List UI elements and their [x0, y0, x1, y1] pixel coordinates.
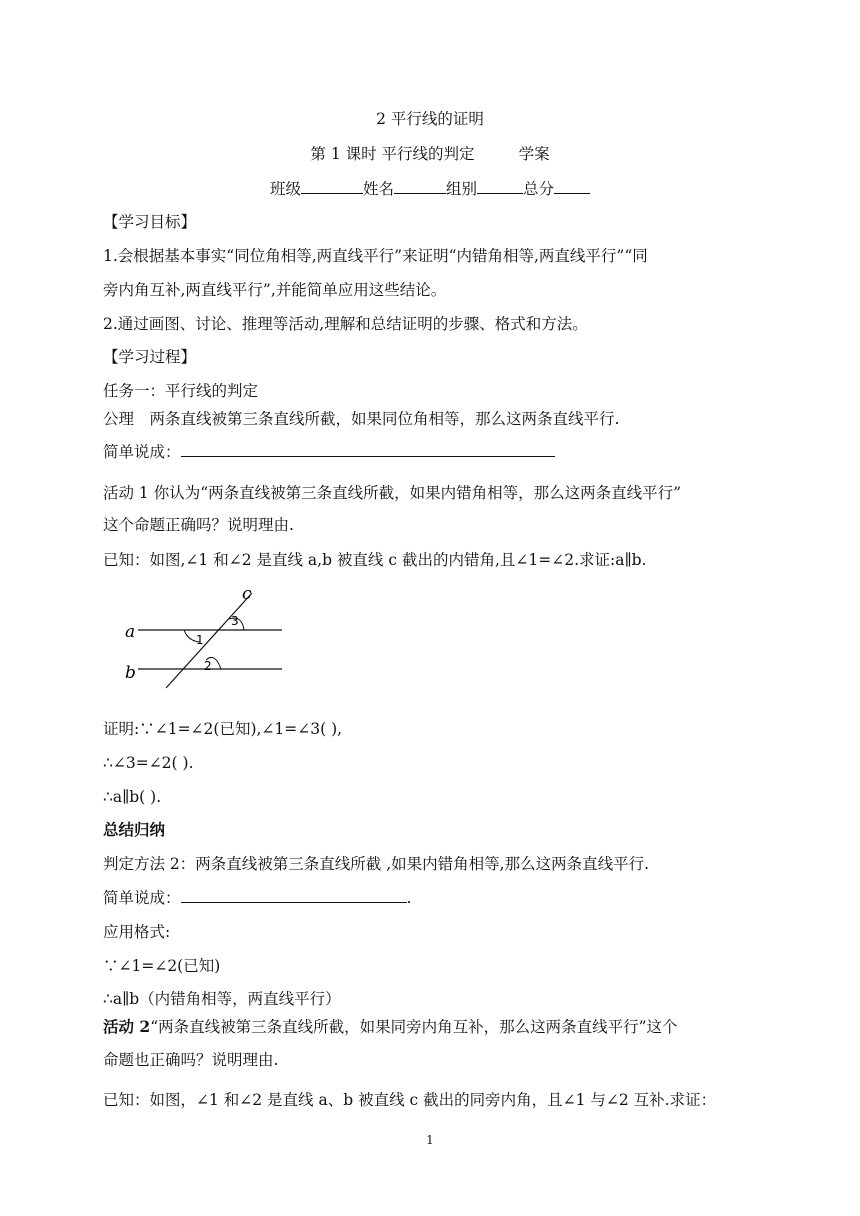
activity2-line1 — [103, 1016, 678, 1038]
angle-2-label: 2 — [204, 659, 212, 673]
document-subtitle — [0, 143, 860, 165]
simple-say-label: 简单说成： — [103, 443, 181, 461]
label-c: c — [242, 585, 252, 604]
group-blank[interactable] — [477, 179, 523, 194]
objectives-heading: 【学习目标】 — [103, 213, 197, 231]
simple-say-row — [103, 441, 555, 463]
objective-1-line2: 旁内角互补,两直线平行”,并能简单应用这些结论。 — [103, 281, 447, 299]
class-label: 班级 — [269, 180, 301, 198]
angle-3-label: 3 — [231, 614, 239, 628]
summary-simple-say-blank[interactable] — [181, 888, 407, 903]
proof-line2: ∴∠3=∠2( ). — [103, 754, 194, 772]
task1-title: 任务一：平行线的判定 — [103, 382, 259, 400]
simple-say-blank[interactable] — [181, 442, 555, 457]
page-number: 1 — [426, 1133, 434, 1147]
label-a: a — [125, 622, 136, 642]
activity2-given: 已知：如图，∠1 和∠2 是直线 a、b 被直线 c 截出的同旁内角，且∠1 与∠2 互补.求证： — [103, 1091, 717, 1109]
summary-simple-say-label: 简单说成： — [103, 889, 181, 907]
activity2-line2: 命题也正确吗？说明理由. — [103, 1051, 279, 1069]
format-line1: ∵∠1=∠2(已知) — [103, 957, 221, 975]
objective-2: 2.通过画图、讨论、推理等活动,理解和总结证明的步骤、格式和方法。 — [103, 315, 588, 333]
subtitle-lesson: 第 1 课时 平行线的判定 — [310, 145, 475, 163]
line-c — [166, 593, 252, 688]
activity2-label: 活动 2 — [103, 1017, 151, 1036]
activity1-line2: 这个命题正确吗？说明理由. — [103, 516, 294, 534]
name-blank[interactable] — [394, 179, 446, 194]
proof-line3: ∴a∥b( ). — [103, 788, 162, 806]
format-line2: ∴a∥b（内错角相等，两直线平行） — [103, 990, 341, 1008]
summary-heading: 总结归纳 — [103, 820, 166, 839]
summary-simple-say-period: . — [406, 889, 412, 907]
activity1-line1: 活动 1 你认为“两条直线被第三条直线所截，如果内错角相等，那么这两条直线平行” — [103, 484, 682, 502]
axiom-text: 公理 两条直线被第三条直线所截，如果同位角相等，那么这两条直线平行. — [103, 410, 620, 428]
label-b: b — [125, 663, 136, 683]
group-label: 组别 — [446, 180, 478, 198]
activity2-line1-text: “两条直线被第三条直线所截，如果同旁内角互补，那么这两条直线平行”这个 — [150, 1018, 678, 1036]
proof-line1: 证明:∵∠1=∠2(已知),∠1=∠3( ), — [103, 720, 343, 738]
activity1-given: 已知：如图,∠1 和∠2 是直线 a,b 被直线 c 截出的内错角,且∠1=∠2.求证:a∥b. — [103, 551, 647, 569]
score-label: 总分 — [523, 180, 555, 198]
method2-text: 判定方法 2：两条直线被第三条直线所截 ,如果内错角相等,那么这两条直线平行. — [103, 855, 649, 873]
subtitle-type: 学案 — [518, 145, 550, 163]
class-blank[interactable] — [301, 179, 363, 194]
objective-1-line1: 1.会根据基本事实“同位角相等,两直线平行”来证明“内错角相等,两直线平行”“同 — [103, 247, 648, 265]
angle-1-label: 1 — [196, 633, 204, 647]
document-title: 2 平行线的证明 — [376, 110, 484, 128]
student-info-row — [0, 178, 860, 200]
format-label: 应用格式: — [103, 923, 171, 941]
parallel-lines-figure — [118, 585, 298, 690]
process-heading: 【学习过程】 — [103, 348, 197, 366]
summary-simple-say-row — [103, 887, 411, 909]
name-label: 姓名 — [362, 180, 394, 198]
score-blank[interactable] — [554, 179, 590, 194]
